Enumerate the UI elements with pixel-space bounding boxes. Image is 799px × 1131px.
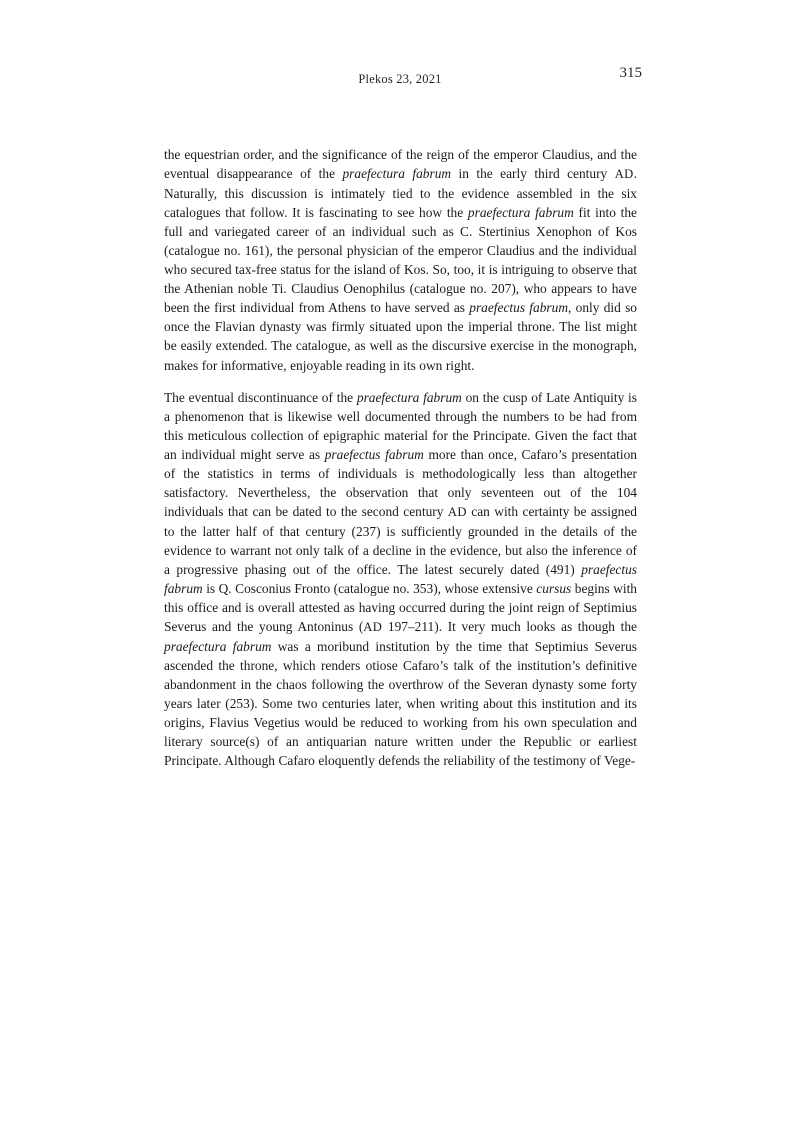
body-text-column — [164, 145, 637, 771]
latin-term: praefectura fabrum — [467, 205, 574, 221]
latin-term: praefectus fabrum — [469, 300, 568, 316]
latin-term: praefectura fabrum — [342, 166, 452, 182]
body-paragraph: The eventual discontinuance of the praefectura fabrum on the cusp of Late Antiquity is a phenomenon that is likewise well documented through the numbers to be had from this meticulous collection of epigraphic material for the Principate. Given the fact that an individual might serve as praefectus fabrum more than once, Cafaro’s presentation of the statistics in terms of individuals is methodologically less than altogether satisfactory. Nevertheless, the observation that only seventeen out of the 104 individuals that can be dated to the second century AD can with certainty be assigned to the latter half of that century (237) is sufficiently grounded in the details of the evidence to warrant not only talk of a decline in the evidence, but also the inference of a progressive phasing out of the office. The latest securely dated (491) praefectus fabrum is Q. Cosconius Fronto (catalogue no. 353), whose extensive cursus begins with this office and is overall attested as having occurred during the joint reign of Septimius Severus and the young Antoninus (AD 197–211). It very much looks as though the praefectura fabrum was a moribund institution by the time that Septimius Severus ascended the throne, which renders otiose Cafaro’s talk of the institution’s definitive abandonment in the chaos following the overthrow of the Severan dynasty some forty years later (253). Some two centuries later, when writing about this institution and its origins, Flavius Vegetius would be reduced to working from his own speculation and literary source(s) of an antiquarian nature written under the Republic or earliest Principate. Although Cafaro eloquently defends the reliability of the testimony of Vege- — [164, 389, 638, 769]
page-number: 315 — [619, 65, 642, 81]
latin-term: praefectus fabrum — [164, 561, 637, 597]
running-head — [164, 65, 642, 90]
era-abbreviation: AD — [447, 504, 467, 519]
era-abbreviation: AD — [363, 620, 383, 635]
era-abbreviation: AD — [614, 167, 634, 182]
latin-term: praefectura fabrum — [164, 639, 272, 655]
body-paragraph: the equestrian order, and the significance of the reign of the emperor Claudius, and the eventual disappearance of the praefectura fabrum in the early third century AD. Naturally, this discussion is intimately tied to the evidence assembled in the six catalogues that follow. It is fascinating to see how the praefectura fabrum fit into the full and variegated career of an individual such as C. Stertinius Xenophon of Kos (catalogue no. 161), the personal physician of the emperor Claudius and the individual who secured tax-free status for the island of Kos. So, too, it is intriguing to observe that the Athenian noble Ti. Claudius Oenophilus (catalogue no. 207), who appears to have been the first individual from Athens to have served as praefectus fabrum, only did so once the Flavian dynasty was firmly situated upon the imperial throne. The list might be easily extended. The catalogue, as well as the discursive exercise in the monograph, makes for informative, enjoyable reading in its own right. — [164, 147, 637, 373]
latin-term: praefectura fabrum — [356, 389, 462, 405]
latin-term: praefectus fabrum — [324, 446, 424, 462]
running-head-journal-title: Plekos 23, 2021 — [358, 72, 442, 86]
latin-term: cursus — [536, 581, 572, 597]
